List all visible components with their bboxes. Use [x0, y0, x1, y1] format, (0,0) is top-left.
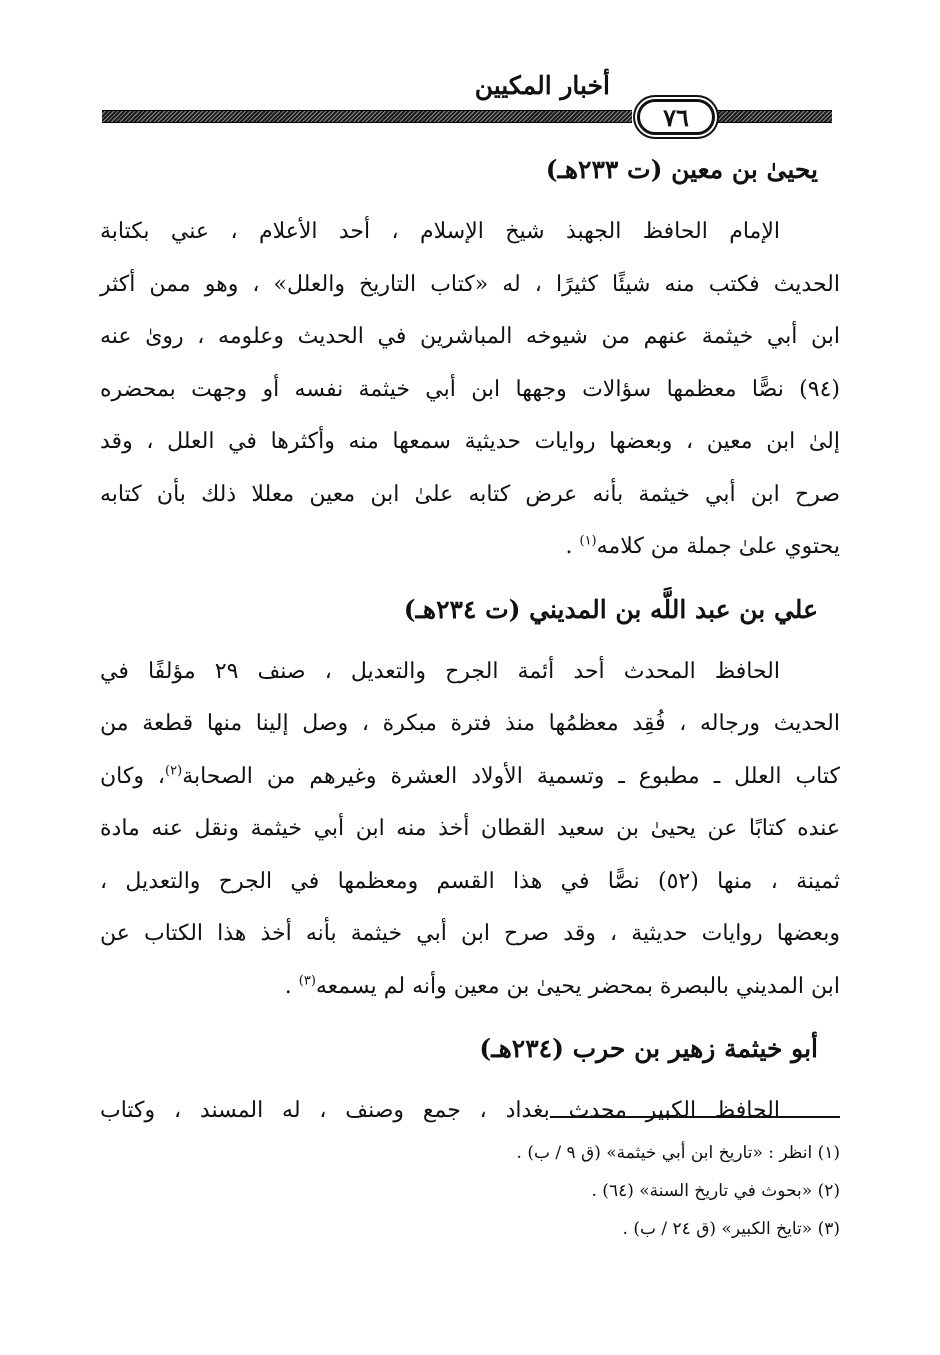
text-line: عنده كتابًا عن يحيىٰ بن سعيد القطان أخذ منه ابن أبي خيثمة ونقل عنه مادة [100, 816, 840, 841]
footnotes [100, 1134, 840, 1248]
text-line: الحافظ المحدث أحد أئمة الجرح والتعديل ، صنف ٢٩ مؤلفًا في [100, 658, 780, 684]
header-rule-right [707, 110, 832, 123]
section-heading-ibn-almadini: علي بن عبد اللَّه بن المديني (ت ٢٣٤هـ) [403, 594, 818, 624]
paragraph-abu-khaythama [100, 1085, 840, 1138]
text-line-body: كتاب العلل ـ مطبوع ـ وتسمية الأولاد العشرة وغيرهم من الصحابة [182, 763, 840, 789]
footnote-ref: (٣) [298, 973, 316, 989]
text-line-suffix: . [565, 534, 580, 559]
text-line [100, 751, 840, 804]
footnote-2: (٢) «بحوث في تاريخ السنة» (٦٤) . [591, 1181, 840, 1201]
text-line: ابن أبي خيثمة عنهم من شيوخه المباشرين في الحديث وعلومه ، روىٰ عنه [100, 324, 840, 349]
text-line-suffix: ، وكان [100, 763, 166, 789]
text-line: (٩٤) نصًّا معظمها سؤالات وجهها ابن أبي خيثمة نفسه أو وجهت بمحضره [100, 376, 840, 402]
footnote-separator [550, 1116, 840, 1118]
footnote-ref: (١) [579, 533, 597, 549]
text-line-suffix: . [284, 973, 299, 999]
paragraph-yahya [100, 206, 840, 574]
text-line-body: يحتوي علىٰ جملة من كلامه [596, 534, 840, 559]
footnote-3: (٣) «تايخ الكبير» (ق ٢٤ / ب) . [622, 1219, 840, 1239]
section-heading-abu-khaythama: أبو خيثمة زهير بن حرب (٢٣٤هـ) [479, 1034, 818, 1063]
text-line: صرح ابن أبي خيثمة بأنه عرض كتابه علىٰ ابن معين معللا ذلك بأن كتابه [100, 481, 840, 507]
header-rule-left [102, 110, 632, 123]
text-line: الحديث فكتب منه شيئًا كثيرًا ، له «كتاب التاريخ والعلل» ، وهو ممن أكثر [100, 271, 840, 297]
page-number: ٧٦ [637, 99, 715, 135]
footnote-1: (١) انظر : «تاريخ ابن أبي خيثمة» (ق ٩ / ب) . [516, 1143, 840, 1163]
text-line: إلىٰ ابن معين ، وبعضها روايات حديثية سمعها منه وأكثرها في العلل ، وقد [100, 429, 840, 454]
text-line: وبعضها روايات حديثية ، وقد صرح ابن أبي خيثمة بأنه أخذ هذا الكتاب عن [100, 921, 840, 946]
text-line: الحافظ الكبير محدث بغداد ، جمع وصنف ، له المسند ، وكتاب [100, 1098, 780, 1123]
section-heading-yahya: يحيىٰ بن معين (ت ٢٣٣هـ) [545, 155, 818, 184]
text-line [100, 961, 840, 1014]
text-line: الحديث ورجاله ، فُقِد معظمُها منذ فترة مبكرة ، وصل إلينا منها قطعة من [100, 711, 840, 736]
text-line: ثمينة ، منها (٥٢) نصًّا في هذا القسم ومعظمها في الجرح والتعديل ، [100, 868, 841, 894]
text-line-body: ابن المديني بالبصرة بمحضر يحيىٰ بن معين وأنه لم يسمعه [315, 973, 840, 999]
paragraph-ibn-almadini [100, 646, 840, 1014]
text-line: الإمام الحافظ الجهبذ شيخ الإسلام ، أحد الأعلام ، عني بكتابة [100, 219, 780, 244]
footnote-ref: (٢) [165, 763, 183, 779]
running-title: أخبار المكيين [474, 71, 610, 100]
text-line [100, 521, 840, 574]
main-text [100, 148, 840, 1138]
